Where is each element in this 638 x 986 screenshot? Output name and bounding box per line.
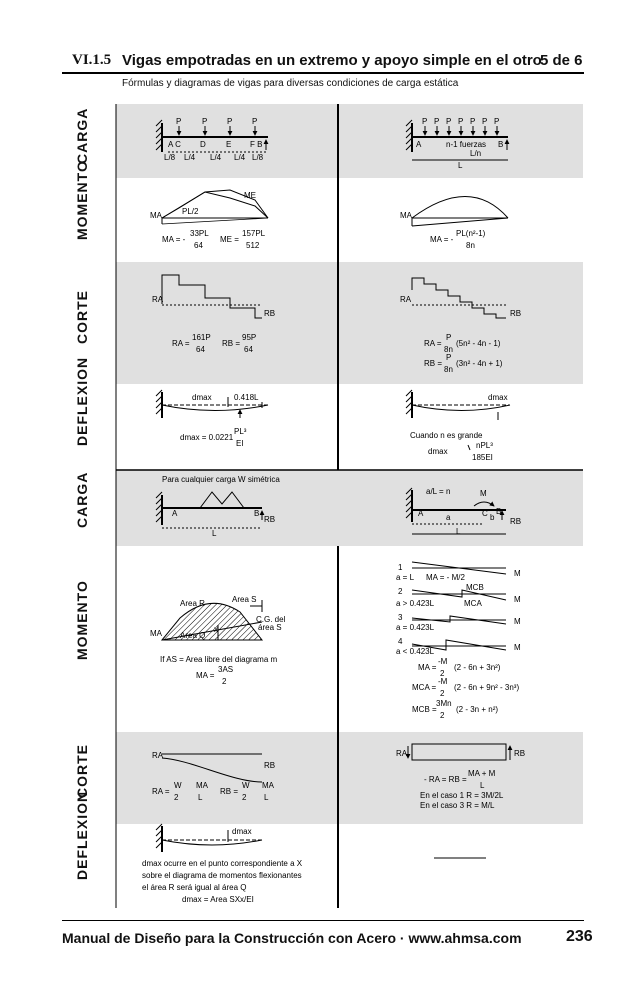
pl2-label: PL/2 [182, 207, 199, 216]
case-3-a: a = 0.423L [396, 623, 435, 632]
ma-label: MA [150, 629, 162, 638]
cg-label-2: área S [258, 623, 282, 632]
n-forces-label: n-1 fuerzas [446, 140, 487, 149]
rb-den: 8n [444, 365, 453, 374]
r-num: MA + M [468, 769, 496, 778]
case-3-num: 3 [398, 613, 403, 622]
ma-label: MA [150, 211, 162, 220]
case-1-a: a = L [396, 573, 415, 582]
mca-formula: MCA = [412, 683, 437, 692]
case-1-num: 1 [398, 563, 403, 572]
ma-num: 33PL [190, 229, 209, 238]
moment-n-loads [412, 197, 508, 227]
mcb-formula: MCB = [412, 705, 437, 714]
load-p: P [470, 117, 476, 126]
l-label: L [456, 527, 461, 536]
dmax-formula: dmax [428, 447, 448, 456]
load-p: P [494, 117, 500, 126]
ra-formula: RA = [172, 339, 190, 348]
point-a: A [418, 509, 424, 518]
dmax-formula: dmax = 0.0221 [180, 433, 234, 442]
dmax-label: dmax [192, 393, 212, 402]
mcb-rest: (2 - 3n + n²) [456, 705, 499, 714]
ra-den: 8n [444, 345, 453, 354]
point-label: F B [250, 140, 263, 149]
load-p: P [446, 117, 452, 126]
ma-den: 2 [440, 669, 445, 678]
case-2-m: M [514, 595, 521, 604]
dmax-note-3: el área R será igual al área Q [142, 883, 247, 892]
mca-den: 2 [440, 689, 445, 698]
rb-label: RB [264, 309, 276, 318]
point-a: A [172, 509, 178, 518]
mcb-num: 3Mn [436, 699, 452, 708]
case-1-reaction: En el caso 1 R = 3M/2L [420, 791, 504, 800]
ra-w: W [174, 781, 182, 790]
load-p: P [176, 117, 182, 126]
moment-m: M [480, 489, 487, 498]
page-indicator: 5 de 6 [540, 52, 583, 69]
ma-num: -M [438, 657, 448, 666]
point-label: E [226, 140, 232, 149]
ma-den: 64 [194, 241, 203, 250]
me-num: 157PL [242, 229, 266, 238]
area-r-label: Area R [180, 599, 205, 608]
load-p: P [202, 117, 208, 126]
point-label: A C [168, 140, 181, 149]
section-number: VI.1.5 [72, 52, 112, 68]
l-label: L [212, 529, 217, 538]
dist-label: 0.418L [234, 393, 259, 402]
rb-label: RB [510, 309, 522, 318]
case-4-num: 4 [398, 637, 403, 646]
rb-den: 64 [244, 345, 253, 354]
ma-den: 8n [466, 241, 475, 250]
as-note: If AS = Area libre del diagrama m [160, 655, 278, 664]
point-b: B [498, 140, 504, 149]
al-ratio: a/L = n [426, 487, 451, 496]
dmax-label: dmax [232, 827, 252, 836]
ra-label: RA [396, 749, 408, 758]
point-b: B [254, 509, 260, 518]
ma-num: 3AS [218, 665, 234, 674]
mca-rest: (2 - 6n + 9n² - 3n³) [454, 683, 520, 692]
page-title: Vigas empotradas en un extremo y apoyo simple en el otro [122, 52, 542, 69]
dmax-num: PL³ [234, 427, 247, 436]
load-p: P [252, 117, 258, 126]
rb-formula: RB = [220, 787, 239, 796]
rb-2: 2 [242, 793, 247, 802]
span-label: L/4 [234, 153, 246, 162]
ra-rest: (5n² - 4n - 1) [456, 339, 501, 348]
rb-label: RB [510, 517, 522, 526]
ra-formula: RA = [424, 339, 442, 348]
ma-label: MA [400, 211, 412, 220]
dmax-label: dmax [488, 393, 508, 402]
x-label: x [214, 625, 218, 634]
side-label-momento: MOMENTO [74, 160, 90, 240]
case-3-reaction: En el caso 3 R = M/L [420, 801, 495, 810]
me-formula: ME = [220, 235, 239, 244]
case-2-num: 2 [398, 587, 403, 596]
ra-label: RA [152, 295, 164, 304]
footer-rule [62, 920, 584, 921]
side-label-deflexion-2: DEFLEXION [74, 790, 90, 880]
point-label: D [200, 140, 206, 149]
point-a: A [416, 140, 422, 149]
ma-num: PL(n²-1) [456, 229, 486, 238]
r-den: L [480, 781, 485, 790]
rb-w: W [242, 781, 250, 790]
load-p: P [422, 117, 428, 126]
cg-label: C.G. del [256, 615, 286, 624]
ra-formula: RA = [152, 787, 170, 796]
span-label: L/4 [184, 153, 196, 162]
shear-n-loads [412, 278, 506, 318]
area-s-label: Area S [232, 595, 257, 604]
span-label: L/4 [210, 153, 222, 162]
mcb-den: 2 [440, 711, 445, 720]
point-b: B [496, 507, 502, 516]
ma-formula: MA = - [162, 235, 186, 244]
b-label: b [490, 513, 495, 522]
ra-l: L [198, 793, 203, 802]
shear-applied-moment [408, 744, 510, 760]
ra-2: 2 [174, 793, 179, 802]
rb-rest: (3n² - 4n + 1) [456, 359, 503, 368]
case-1-m: M [514, 569, 521, 578]
side-label-momento-2: MOMENTO [74, 580, 90, 660]
moment-symmetric-load [162, 600, 262, 640]
subtitle: Fórmulas y diagramas de vigas para diversas condiciones de carga estática [122, 78, 459, 89]
rb-label: RB [514, 749, 526, 758]
rb-num: 95P [242, 333, 257, 342]
rb-ma: MA [262, 781, 274, 790]
rb-formula: RB = [424, 359, 443, 368]
case-4-a: a < 0.423L [396, 647, 435, 656]
load-p: P [482, 117, 488, 126]
case-2-a: a > 0.423L [396, 599, 435, 608]
ra-label: RA [400, 295, 412, 304]
rb-formula: RB = [222, 339, 241, 348]
side-label-carga-2: CARGA [74, 471, 90, 528]
symmetric-note: Para cualquier carga W simétrica [162, 475, 280, 484]
shear-symmetric-load [162, 754, 262, 782]
case-2-mcb: MCB [466, 583, 484, 592]
ra-ma: MA [196, 781, 208, 790]
case-3-m: M [514, 617, 521, 626]
footer-text: Manual de Diseño para la Construcción con Acero · www.ahmsa.com [62, 930, 522, 946]
large-n-note: Cuando n es grande [410, 431, 483, 440]
load-p: P [458, 117, 464, 126]
me-label: ME [244, 191, 256, 200]
dmax-den: EI [236, 439, 244, 448]
case-1-ma: MA = - M/2 [426, 573, 465, 582]
r-formula: - RA = RB = [424, 775, 467, 784]
side-label-corte-2: CORTE [74, 744, 90, 798]
ra-den: 64 [196, 345, 205, 354]
dmax-num: nPL³ [476, 441, 493, 450]
case-2-mca: MCA [464, 599, 482, 608]
ra-num: 161P [192, 333, 211, 342]
span-label: L/8 [252, 153, 264, 162]
case-4-m: M [514, 643, 521, 652]
ma-formula: MA = [196, 671, 215, 680]
ln-label: L/n [470, 149, 482, 158]
load-p: P [434, 117, 440, 126]
span-label: L/8 [164, 153, 176, 162]
dmax-formula: dmax = Area SXx/EI [182, 895, 254, 904]
me-den: 512 [246, 241, 260, 250]
dmax-note-1: dmax ocurre en el punto correspondiente a X [142, 859, 303, 868]
side-label-carga: CARGA [74, 107, 90, 164]
side-label-corte: CORTE [74, 290, 90, 344]
ma-formula: MA = [418, 663, 437, 672]
rb-label: RB [264, 515, 276, 524]
rb-l: L [264, 793, 269, 802]
ma-den: 2 [222, 677, 227, 686]
ma-rest: (2 - 6n + 3n²) [454, 663, 501, 672]
area-q-label: Area Q [180, 631, 206, 640]
a-label: a [446, 513, 451, 522]
load-p: P [227, 117, 233, 126]
page-number: 236 [566, 928, 593, 945]
mca-num: -M [438, 677, 448, 686]
shear-four-loads [162, 275, 262, 318]
side-label-deflexion: DEFLEXION [74, 356, 90, 446]
dmax-den: 185EI [472, 453, 493, 462]
point-c: C [482, 509, 488, 518]
rb-label: RB [264, 761, 276, 770]
ma-formula: MA = - [430, 235, 454, 244]
ra-num: P [446, 333, 452, 342]
dmax-note-2: sobre el diagrama de momentos flexionantes [142, 871, 302, 880]
l-label: L [458, 161, 463, 170]
rb-num: P [446, 353, 452, 362]
ra-label: RA [152, 751, 164, 760]
